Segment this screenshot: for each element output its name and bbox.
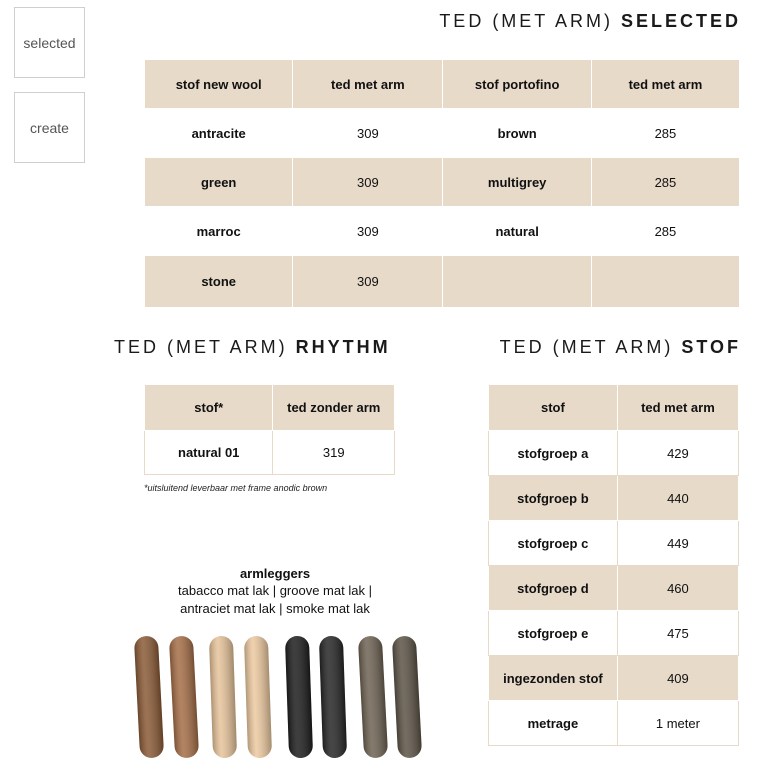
armrest-swatch bbox=[392, 635, 422, 758]
table-cell: stofgroep d bbox=[489, 566, 618, 611]
table-cell: green bbox=[145, 158, 293, 207]
armrest-swatch bbox=[244, 636, 272, 759]
table-row bbox=[145, 207, 740, 256]
column-header: ted met arm bbox=[591, 60, 739, 109]
rhythm-heading bbox=[114, 337, 391, 358]
selected-heading bbox=[439, 11, 741, 32]
armleggers-line-1: tabacco mat lak | groove mat lak | bbox=[178, 583, 372, 598]
table-row bbox=[145, 158, 740, 207]
armleggers-title: armleggers bbox=[239, 566, 311, 581]
armrest-swatch bbox=[209, 636, 237, 759]
table-cell: 409 bbox=[617, 656, 738, 701]
table-row bbox=[489, 656, 739, 701]
table-cell: stofgroep c bbox=[489, 521, 618, 566]
table-cell: stofgroep e bbox=[489, 611, 618, 656]
table-header-row bbox=[145, 60, 740, 109]
table-cell: natural bbox=[443, 207, 591, 256]
table-cell: multigrey bbox=[443, 158, 591, 207]
table-row bbox=[145, 256, 740, 308]
table-cell bbox=[591, 256, 739, 308]
table-cell: 309 bbox=[293, 256, 443, 308]
table-cell: stofgroep b bbox=[489, 476, 618, 521]
table-cell: 429 bbox=[617, 431, 738, 476]
table-cell: 1 meter bbox=[617, 701, 738, 746]
rhythm-heading-light: TED (MET ARM) bbox=[114, 337, 296, 357]
stof-table bbox=[488, 384, 739, 746]
create-button[interactable]: create bbox=[14, 92, 85, 163]
table-cell bbox=[443, 256, 591, 308]
armrest-swatch bbox=[169, 635, 199, 758]
table-header-row bbox=[489, 385, 739, 431]
table-cell: ingezonden stof bbox=[489, 656, 618, 701]
table-cell: stofgroep a bbox=[489, 431, 618, 476]
column-header: stof portofino bbox=[443, 60, 591, 109]
table-row bbox=[489, 701, 739, 746]
selected-table bbox=[144, 59, 740, 308]
table-cell: 475 bbox=[617, 611, 738, 656]
table-row bbox=[489, 521, 739, 566]
selected-heading-bold: SELECTED bbox=[620, 11, 741, 31]
table-cell: 285 bbox=[591, 109, 739, 158]
column-header: ted met arm bbox=[293, 60, 443, 109]
column-header: stof* bbox=[145, 385, 273, 431]
column-header: stof new wool bbox=[145, 60, 293, 109]
selected-heading-light: TED (MET ARM) bbox=[439, 11, 621, 31]
armleggers-line-2: antraciet mat lak | smoke mat lak bbox=[180, 601, 370, 616]
table-row bbox=[489, 611, 739, 656]
column-header: stof bbox=[489, 385, 618, 431]
table-cell: 309 bbox=[293, 158, 443, 207]
table-cell: natural 01 bbox=[145, 431, 273, 475]
table-row bbox=[145, 109, 740, 158]
stof-heading-bold: STOF bbox=[681, 337, 741, 357]
table-cell: metrage bbox=[489, 701, 618, 746]
table-row bbox=[489, 566, 739, 611]
table-cell: brown bbox=[443, 109, 591, 158]
table-cell: antracite bbox=[145, 109, 293, 158]
armrest-swatches-image bbox=[125, 630, 425, 765]
table-row bbox=[489, 476, 739, 521]
column-header: ted zonder arm bbox=[273, 385, 395, 431]
table-cell: 285 bbox=[591, 158, 739, 207]
stof-heading bbox=[500, 337, 741, 358]
column-header: ted met arm bbox=[617, 385, 738, 431]
table-cell: marroc bbox=[145, 207, 293, 256]
armrest-swatch bbox=[319, 636, 347, 759]
table-cell: 285 bbox=[591, 207, 739, 256]
selected-button[interactable]: selected bbox=[14, 7, 85, 78]
table-cell: 449 bbox=[617, 521, 738, 566]
table-header-row bbox=[145, 385, 395, 431]
rhythm-heading-bold: RHYTHM bbox=[295, 337, 391, 357]
table-cell: 440 bbox=[617, 476, 738, 521]
table-row bbox=[489, 431, 739, 476]
table-cell: 460 bbox=[617, 566, 738, 611]
table-cell: stone bbox=[145, 256, 293, 308]
armrest-swatch bbox=[358, 635, 388, 758]
stof-heading-light: TED (MET ARM) bbox=[499, 337, 682, 357]
table-cell: 309 bbox=[293, 109, 443, 158]
rhythm-table bbox=[144, 384, 395, 475]
armrest-swatch bbox=[134, 635, 164, 758]
armrest-swatch bbox=[285, 636, 313, 759]
rhythm-footnote: *uitsluitend leverbaar met frame anodic brown bbox=[144, 483, 328, 493]
table-row bbox=[145, 431, 395, 475]
table-cell: 319 bbox=[273, 431, 395, 475]
table-cell: 309 bbox=[293, 207, 443, 256]
